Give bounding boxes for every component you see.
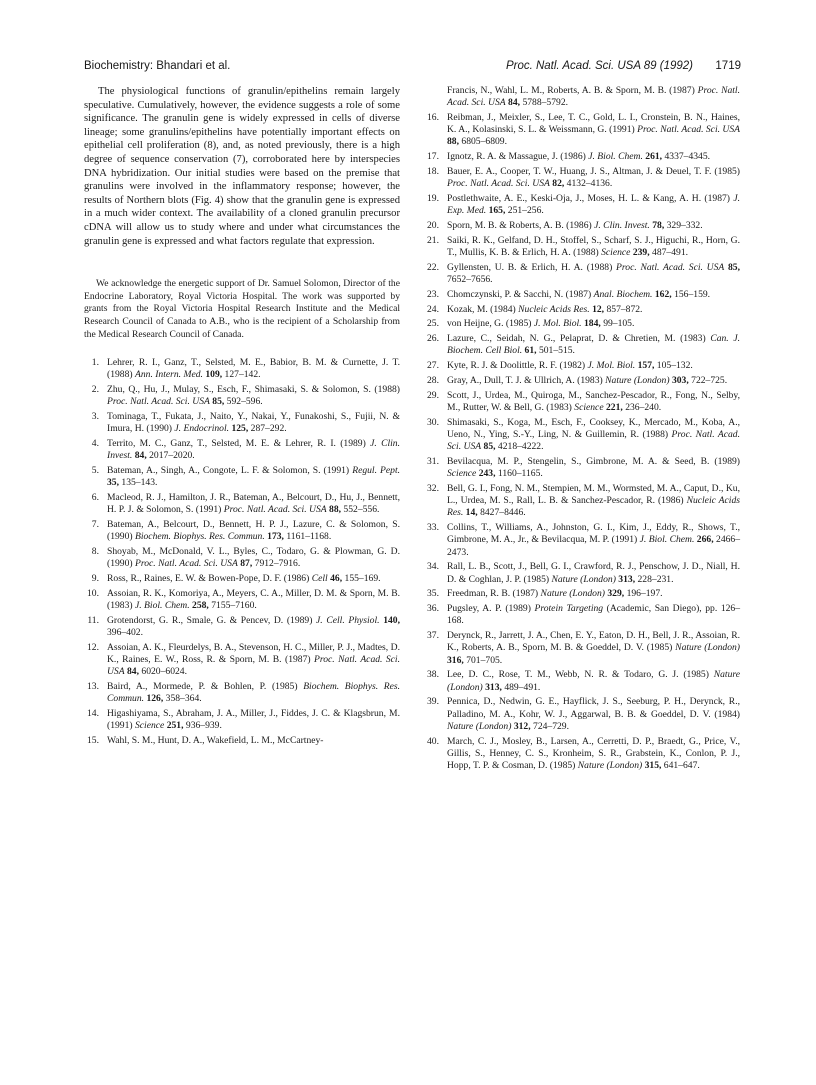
reference-number: 9. <box>91 573 99 585</box>
reference-journal: Nature (London) <box>540 588 605 600</box>
reference-journal: Proc. Natl. Acad. Sci. USA <box>223 504 327 516</box>
reference-volume: 162, <box>654 288 672 300</box>
reference-pages: 6020–6024. <box>141 666 187 678</box>
reference-item <box>84 573 400 585</box>
reference-item <box>424 630 740 667</box>
reference-journal: Proc. Natl. Acad. Sci. USA <box>107 396 210 408</box>
reference-item <box>424 669 740 693</box>
reference-number: 11. <box>87 614 99 626</box>
reference-number: 14. <box>87 708 99 720</box>
reference-volume: 313, <box>618 573 636 585</box>
reference-authors: Kyte, R. J. & Doolittle, R. F. (1982) <box>447 360 586 372</box>
reference-authors: Baird, A., Mormede, P. & Bohlen, P. (1985) <box>107 681 298 693</box>
running-header <box>84 60 741 76</box>
reference-number: 36. <box>427 603 439 615</box>
reference-authors: Freedman, R. B. (1987) <box>447 588 539 600</box>
reference-volume: 61, <box>524 345 537 357</box>
reference-pages: 722–725. <box>691 374 728 386</box>
reference-journal: J. Clin. Invest. <box>594 220 650 231</box>
reference-authors: Grotendorst, G. R., Smale, G. & Pencev, D. (1989) <box>107 614 313 626</box>
reference-pages: 7155–7160. <box>211 600 257 612</box>
reference-item <box>84 708 400 732</box>
discussion-paragraph: The physiological functions of granulin/epithelins remain largely speculative. Cumulatively, however, the evidence suggests a role of some significance. The granulin gene is widely expressed in cells of diverse lineage; some granulins/epithelins have potentially important effects on epithelial cell proliferation (8), and, as noted previously, there is a high degree of sequence conservation (7), corroborated here by interspecies DNA hybridization. Our initial studies were based on the premise that granulins were involved in the inflammatory response; however, the results of Northern blots (Fig. 4) show that the granulin gene is expressed in a much wider context. The availability of a cloned granulin precursor cDNA will allow us to study where and under what circumstances the granulin gene is expressed and what factors regulate that expression. <box>84 86 400 247</box>
reference-item <box>424 333 740 357</box>
reference-item <box>84 492 400 516</box>
reference-item <box>84 615 400 639</box>
reference-number: 27. <box>427 360 439 372</box>
reference-pages: (Academic, San Diego), pp. 126–168. <box>447 603 741 627</box>
reference-journal: J. Endocrinol. <box>174 423 230 435</box>
reference-pages: 4132–4136. <box>566 178 613 190</box>
header-authors: Biochemistry: Bhandari et al. <box>84 60 231 72</box>
reference-authors: Macleod, R. J., Hamilton, J. R., Bateman, A., Belcourt, D., Hu, J., Bennett, H. P. J. & Solomon, S. (1991) <box>107 492 400 516</box>
reference-item <box>84 642 400 679</box>
reference-pages: 501–515. <box>538 345 575 357</box>
reference-pages: 155–169. <box>344 573 381 585</box>
reference-number: 40. <box>427 735 439 747</box>
reference-item <box>424 151 740 163</box>
reference-pages: 329–332. <box>666 220 703 231</box>
reference-pages: 396–402. <box>107 627 143 639</box>
reference-number: 35. <box>427 588 439 600</box>
reference-journal: Regul. Pept. <box>352 465 401 477</box>
reference-authors: Derynck, R., Jarrett, J. A., Chen, E. Y., Eaton, D. H., Bell, J. R., Assoian, R. K., Roberts, A. B., Sporn, M. B. & Goeddel, D. V. (1985) <box>447 630 740 654</box>
reference-journal: Science <box>574 401 604 413</box>
reference-authors: Lehrer, R. I., Ganz, T., Selsted, M. E., Babior, B. M. & Curnette, J. T. (1988) <box>107 357 400 381</box>
reference-authors: Bateman, A., Singh, A., Congote, L. F. & Solomon, S. (1991) <box>107 465 350 477</box>
reference-number: 8. <box>91 546 99 558</box>
reference-authors: Francis, N., Wahl, L. M., Roberts, A. B. & Sporn, M. B. (1987) <box>447 85 695 96</box>
reference-item <box>84 681 400 705</box>
header-journal: Proc. Natl. Acad. Sci. USA 89 (1992) <box>505 60 693 72</box>
reference-number: 39. <box>427 696 439 708</box>
left-column <box>84 85 400 750</box>
reference-journal: J. Biol. Chem. <box>134 600 190 612</box>
reference-journal: Nucleic Acids Res. <box>447 495 740 519</box>
reference-number: 13. <box>87 681 99 693</box>
reference-journal: Nucleic Acids Res. <box>518 303 590 315</box>
reference-volume: 315, <box>644 760 662 771</box>
reference-number: 7. <box>91 519 99 531</box>
reference-journal: Nature (London) <box>675 642 741 654</box>
reference-volume: 312, <box>513 720 531 732</box>
reference-item <box>424 85 740 109</box>
reference-pages: 236–240. <box>625 401 662 413</box>
reference-authors: Sporn, M. B. & Roberts, A. B. (1986) <box>447 220 592 231</box>
reference-item <box>424 304 740 316</box>
reference-volume: 109, <box>205 369 223 381</box>
reference-item <box>424 193 740 217</box>
reference-authors: Ignotz, R. A. & Massague, J. (1986) <box>447 151 586 163</box>
reference-number: 31. <box>427 455 439 467</box>
reference-journal: Science <box>134 720 165 732</box>
reference-authors: Kozak, M. (1984) <box>447 303 516 315</box>
reference-number: 5. <box>91 465 99 477</box>
reference-pages: 857–872. <box>606 303 643 315</box>
reference-item <box>84 519 400 543</box>
reference-volume: 125, <box>231 423 249 435</box>
reference-number: 19. <box>427 193 439 204</box>
reference-volume: 88, <box>329 504 342 516</box>
reference-item <box>84 384 400 408</box>
reference-item <box>84 546 400 570</box>
reference-pages: 358–364. <box>165 693 202 705</box>
reference-number: 22. <box>427 261 439 273</box>
reference-pages: 251–256. <box>507 205 544 217</box>
right-column <box>424 85 740 775</box>
reference-authors: Shoyab, M., McDonald, V. L., Byles, C., Todaro, G. & Plowman, G. D. (1990) <box>107 546 400 570</box>
reference-authors: Territo, M. C., Ganz, T., Selsted, M. E. & Lehrer, R. I. (1989) <box>107 438 366 450</box>
reference-pages: 105–132. <box>656 360 693 372</box>
reference-volume: 266, <box>696 534 714 546</box>
reference-pages: 936–939. <box>185 720 222 732</box>
reference-volume: 140, <box>383 614 400 626</box>
reference-authors: Rall, L. B., Scott, J., Bell, G. I., Crawford, R. J., Penschow, J. D., Niall, H. D. & Coghlan, J. P. (1985) <box>447 561 740 585</box>
reference-volume: 239, <box>632 247 650 258</box>
reference-pages: 135–143. <box>121 477 158 489</box>
reference-number: 6. <box>91 492 99 504</box>
reference-number: 26. <box>427 333 439 345</box>
reference-authors: Pennica, D., Nedwin, G. E., Hayflick, J. S., Seeburg, P. H., Derynck, R., Palladino, M. A., Kohr, W. J., Aggarwal, B. B. & Goeddel, D. V. (1984) <box>447 696 740 720</box>
reference-authors: von Heijne, G. (1985) <box>447 318 532 330</box>
reference-number: 17. <box>427 151 439 163</box>
reference-authors: Wahl, S. M., Hunt, D. A., Wakefield, L. M., McCartney- <box>107 735 324 747</box>
reference-number: 20. <box>427 220 439 231</box>
acknowledgment: We acknowledge the energetic support of Dr. Samuel Solomon, Director of the Endocrine Laboratory, Royal Victoria Hospital. The work was supported by grants from the Royal Victoria Hospital Research Institute and the Medical Research Council of Canada to A.B., who is the recipient of a Scholarship from the Medical Research Council of Canada. <box>84 278 400 340</box>
reference-item <box>84 357 400 381</box>
reference-number: 3. <box>91 411 99 423</box>
reference-authors: Gyllensten, U. B. & Erlich, H. A. (1988) <box>447 261 613 273</box>
reference-pages: 6805–6809. <box>461 136 507 148</box>
reference-journal: J. Cell. Physiol. <box>316 614 380 626</box>
reference-volume: 84, <box>508 97 521 109</box>
reference-item <box>424 360 740 372</box>
reference-pages: 552–556. <box>343 504 380 516</box>
reference-list-right <box>424 85 740 772</box>
reference-authors: Assoian, R. K., Komoriya, A., Meyers, C. A., Miller, D. M. & Sporn, M. B. (1983) <box>107 587 400 612</box>
reference-volume: 184, <box>583 318 601 330</box>
reference-authors: Saiki, R. K., Gelfand, D. H., Stoffel, S., Scharf, S. J., Higuchi, R., Horn, G. T., Mullis, K. B. & Erlich, H. A. (1988) <box>447 234 740 258</box>
reference-pages: 641–647. <box>663 760 700 771</box>
reference-journal: Proc. Natl. Acad. Sci. USA <box>447 178 550 190</box>
reference-pages: 487–491. <box>652 247 689 258</box>
reference-volume: 85, <box>728 261 740 273</box>
reference-authors: Reibman, J., Meixler, S., Lee, T. C., Gold, L. I., Cronstein, B. N., Haines, K. A., Kolasinski, S. L. & Weissmann, G. (1991) <box>447 112 740 136</box>
reference-pages: 156–159. <box>674 288 711 300</box>
reference-journal: Anal. Biochem. <box>593 288 653 300</box>
reference-volume: 303, <box>671 374 689 386</box>
reference-authors: Bell, G. I., Fong, N. M., Stempien, M. M., Wormsted, M. A., Caput, D., Ku, L., Urdea, M. S., Rall, L. B. & Sanchez-Pescador, R. (1986) <box>447 482 740 507</box>
reference-volume: 316, <box>447 654 464 666</box>
reference-pages: 5788–5792. <box>522 97 569 109</box>
reference-journal: J. Mol. Biol. <box>533 318 582 330</box>
reference-volume: 12, <box>592 303 605 315</box>
reference-journal: J. Mol. Biol. <box>587 360 636 372</box>
reference-item <box>424 417 740 454</box>
reference-authors: Bauer, E. A., Cooper, T. W., Huang, J. S., Altman, J. & Deuel, T. F. (1985) <box>447 166 740 177</box>
reference-item <box>84 465 400 489</box>
reference-journal: Nature (London) <box>551 573 616 585</box>
reference-volume: 313, <box>485 681 502 693</box>
reference-volume: 78, <box>652 220 665 231</box>
reference-pages: 2017–2020. <box>149 450 195 462</box>
reference-authors: Gray, A., Dull, T. J. & Ullrich, A. (1983) <box>447 374 603 386</box>
reference-journal: J. Clin. Invest. <box>107 438 400 462</box>
reference-journal: Biochem. Biophys. Res. Commun. <box>107 681 400 705</box>
reference-journal: Nature (London) <box>605 374 670 386</box>
reference-volume: 157, <box>637 360 655 372</box>
reference-pages: 196–197. <box>626 588 663 600</box>
reference-number: 32. <box>427 482 439 494</box>
reference-number: 21. <box>427 234 439 246</box>
reference-pages: 701–705. <box>466 654 503 666</box>
reference-journal: J. Biol. Chem. <box>588 151 643 163</box>
reference-journal: Nature (London) <box>577 760 643 771</box>
reference-pages: 592–596. <box>226 396 263 408</box>
reference-authors: Zhu, Q., Hu, J., Mulay, S., Esch, F., Shimasaki, S. & Solomon, S. (1988) <box>107 384 400 396</box>
reference-volume: 84, <box>127 666 139 678</box>
reference-number: 15. <box>87 735 99 747</box>
reference-journal: Nature (London) <box>447 720 512 732</box>
reference-item <box>424 390 740 414</box>
reference-volume: 261, <box>645 151 663 163</box>
reference-list-left <box>84 357 400 747</box>
reference-pages: 127–142. <box>224 369 261 381</box>
reference-item <box>424 588 740 600</box>
reference-volume: 14, <box>465 507 478 519</box>
reference-pages: 7652–7656. <box>447 274 493 285</box>
reference-volume: 85, <box>483 441 496 453</box>
reference-authors: Bateman, A., Belcourt, D., Bennett, H. P. J., Lazure, C. & Solomon, S. (1990) <box>107 519 400 543</box>
reference-item <box>424 456 740 480</box>
reference-number: 10. <box>87 587 99 599</box>
reference-item <box>424 318 740 330</box>
reference-number: 38. <box>427 669 439 681</box>
reference-item <box>424 112 740 149</box>
reference-pages: 7912–7916. <box>254 558 301 570</box>
reference-volume: 329, <box>607 588 625 600</box>
reference-item <box>424 220 740 232</box>
reference-pages: 1160–1165. <box>497 468 543 480</box>
reference-authors: Higashiyama, S., Abraham, J. A., Miller, J., Fiddes, J. C. & Klagsbrun, M. (1991) <box>107 708 400 732</box>
reference-pages: 4337–4345. <box>664 151 711 163</box>
reference-volume: 87, <box>240 558 253 570</box>
reference-item <box>424 736 740 773</box>
reference-volume: 85, <box>212 396 225 408</box>
reference-item <box>424 289 740 301</box>
reference-volume: 251, <box>166 720 184 732</box>
reference-pages: 228–231. <box>637 573 674 585</box>
reference-pages: 1161–1168. <box>286 531 332 543</box>
reference-item <box>424 696 740 733</box>
reference-volume: 126, <box>146 693 164 705</box>
reference-journal: J. Biol. Chem. <box>639 534 695 546</box>
reference-journal: Protein Targeting <box>534 603 604 615</box>
reference-journal: Proc. Natl. Acad. Sci. USA <box>134 558 238 570</box>
reference-volume: 243, <box>478 468 496 480</box>
page-number: 1719 <box>715 60 741 72</box>
reference-item <box>84 411 400 435</box>
reference-number: 28. <box>427 374 439 386</box>
reference-journal: J. Exp. Med. <box>447 193 740 217</box>
reference-authors: Lazure, C., Seidah, N. G., Pelaprat, D. & Chretien, M. (1983) <box>447 333 706 345</box>
reference-authors: Tominaga, T., Fukata, J., Naito, Y., Nakai, Y., Funakoshi, S., Fujii, N. & Imura, H. (1990) <box>107 411 400 435</box>
reference-volume: 88, <box>447 136 459 148</box>
reference-pages: 287–292. <box>250 423 287 435</box>
reference-item <box>424 262 740 286</box>
reference-number: 23. <box>427 288 439 300</box>
reference-authors: Postlethwaite, A. E., Keski-Oja, J., Moses, H. L. & Kang, A. H. (1987) <box>447 193 730 204</box>
reference-item <box>84 588 400 612</box>
reference-number: 12. <box>87 641 99 653</box>
reference-item <box>424 483 740 520</box>
reference-number: 37. <box>427 630 439 642</box>
reference-pages: 4218–4222. <box>497 441 544 453</box>
reference-item <box>424 235 740 259</box>
reference-journal: Proc. Natl. Acad. Sci. USA <box>447 85 740 109</box>
reference-number: 1. <box>91 357 99 369</box>
reference-journal: Proc. Natl. Acad. Sci. USA <box>447 428 740 453</box>
reference-number: 29. <box>427 389 439 401</box>
reference-authors: Bevilacqua, M. P., Stengelin, S., Gimbrone, M. A. & Seed, B. (1989) <box>447 455 740 467</box>
reference-number: 33. <box>427 522 439 534</box>
reference-number: 4. <box>91 438 99 450</box>
reference-journal: Proc. Natl. Acad. Sci. USA <box>637 124 740 136</box>
reference-volume: 221, <box>605 401 623 413</box>
reference-item <box>424 603 740 627</box>
reference-volume: 35, <box>107 477 119 489</box>
reference-journal: Cell <box>311 573 328 585</box>
reference-number: 18. <box>427 166 439 177</box>
reference-item <box>424 166 740 190</box>
reference-journal: Can. J. Biochem. Cell Biol. <box>447 333 740 357</box>
reference-authors: Shimasaki, S., Koga, M., Esch, F., Cooksey, K., Mercado, M., Koba, A., Ueno, N., Ying, S.-Y., Ling, N. & Guillemin, R. (1988) <box>447 416 740 440</box>
reference-item <box>84 735 400 747</box>
reference-authors: Ross, R., Raines, E. W. & Bowen-Pope, D. F. (1986) <box>107 573 310 585</box>
reference-authors: Lee, D. C., Rose, T. M., Webb, N. R. & Todaro, G. J. (1985) <box>447 669 709 681</box>
reference-journal: Nature (London) <box>447 669 740 693</box>
reference-authors: Scott, J., Urdea, M., Quiroga, M., Sanchez-Pescador, R., Fong, N., Selby, M., Rutter, W. & Bell, G. (1983) <box>447 389 740 413</box>
reference-journal: Ann. Intern. Med. <box>134 369 203 381</box>
reference-item <box>424 561 740 585</box>
reference-authors: March, C. J., Mosley, B., Larsen, A., Cerretti, D. P., Braedt, G., Price, V., Gillis, S., Henney, C. S., Kronheim, S. R., Grabstein, K., Conlon, P. J., Hopp, T. P. & Cosman, D. (1985) <box>447 735 740 771</box>
reference-pages: 8427–8446. <box>480 507 526 519</box>
reference-pages: 724–729. <box>533 720 569 732</box>
reference-journal: Proc. Natl. Acad. Sci. USA <box>107 654 400 678</box>
reference-journal: Science <box>601 247 631 258</box>
reference-volume: 46, <box>330 573 343 585</box>
reference-number: 30. <box>427 416 439 428</box>
reference-number: 2. <box>91 384 99 396</box>
reference-volume: 173, <box>267 531 284 543</box>
reference-pages: 2466–2473. <box>447 534 741 558</box>
reference-authors: Collins, T., Williams, A., Johnston, G. I., Kim, J., Eddy, R., Shows, T., Gimbrone, M. A., Jr., & Bevilacqua, M. P. (1991) <box>447 522 740 546</box>
reference-volume: 84, <box>134 450 147 462</box>
reference-volume: 165, <box>488 205 506 217</box>
reference-item <box>84 438 400 462</box>
reference-journal: Proc. Natl. Acad. Sci. USA <box>616 261 725 273</box>
reference-authors: Assoian, A. K., Fleurdelys, B. A., Stevenson, H. C., Miller, P. J., Madtes, D. K., Raines, E. W., Ross, R. & Sporn, M. B. (1987) <box>107 641 400 666</box>
reference-volume: 82, <box>552 178 565 190</box>
reference-number: 16. <box>427 112 439 123</box>
reference-authors: Pugsley, A. P. (1989) <box>447 603 531 615</box>
reference-journal: Biochem. Biophys. Res. Commun. <box>134 531 265 543</box>
reference-number: 25. <box>427 318 439 330</box>
reference-pages: 99–105. <box>603 318 635 330</box>
reference-item <box>424 522 740 559</box>
reference-number: 24. <box>427 303 439 315</box>
reference-pages: 489–491. <box>504 681 541 693</box>
reference-item <box>424 375 740 387</box>
reference-volume: 258, <box>192 600 209 612</box>
reference-authors: Chomczynski, P. & Sacchi, N. (1987) <box>447 288 592 300</box>
reference-journal: Science <box>447 468 477 480</box>
reference-number: 34. <box>427 561 439 573</box>
